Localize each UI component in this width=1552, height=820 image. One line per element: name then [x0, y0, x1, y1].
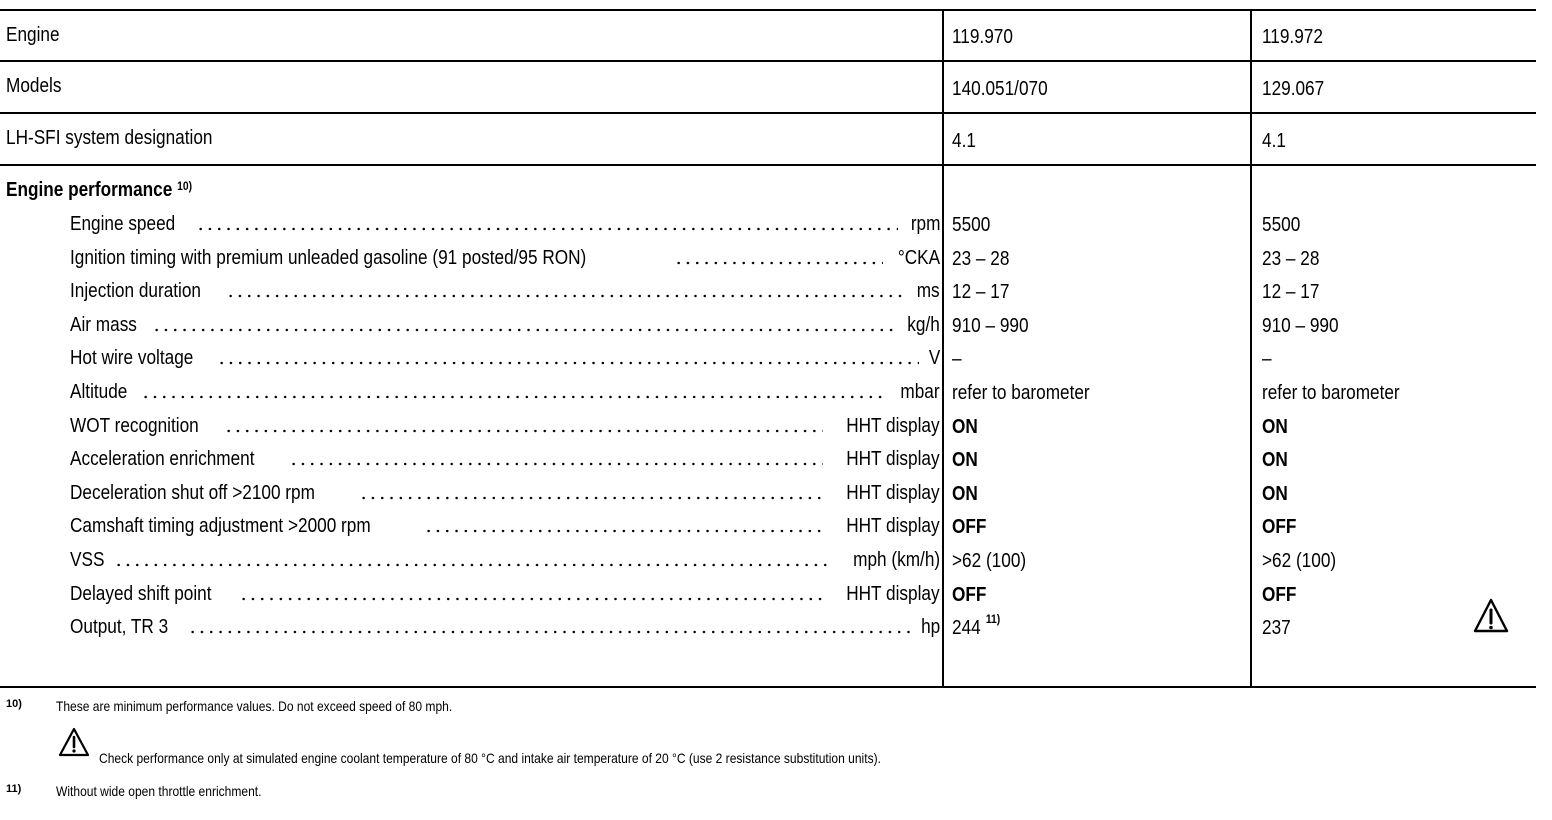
dot-leader [224, 429, 824, 433]
spec-value-1 [952, 242, 1009, 274]
spec-name: Acceleration enrichment [70, 448, 255, 471]
spec-name: Air mass [70, 313, 137, 336]
dot-leader [674, 261, 883, 265]
spec-value-1-text: 23 – 28 [952, 247, 1010, 270]
spec-value-2: 910 – 990 [1262, 314, 1339, 337]
table-bottom-rule [0, 686, 1536, 688]
spec-unit: kg/h [907, 313, 940, 336]
spec-row [0, 275, 1552, 307]
spec-name: WOT recognition [70, 414, 199, 437]
spec-row [0, 578, 1552, 610]
spec-value-2: OFF [1262, 516, 1297, 539]
spec-value-1 [952, 208, 990, 240]
spec-row [0, 376, 1552, 408]
spec-label [70, 275, 940, 307]
spec-value-1-text: – [952, 348, 962, 371]
spec-row [0, 309, 1552, 341]
spec-value-2: OFF [1262, 583, 1297, 606]
spec-value-2: – [1262, 348, 1272, 371]
spec-label [70, 578, 940, 610]
spec-value-2: ON [1262, 449, 1288, 472]
system-value-2: 4.1 [1262, 130, 1286, 152]
dot-leader [424, 529, 824, 533]
spec-value-1-text: 12 – 17 [952, 281, 1010, 304]
spec-name: Deceleration shut off >2100 rpm [70, 481, 315, 504]
spec-unit: V [928, 347, 940, 370]
spec-value-1 [952, 544, 1026, 576]
spec-value-1-text: ON [952, 449, 978, 472]
dot-leader [217, 361, 918, 365]
section-title [6, 178, 192, 202]
spec-value-1-text: OFF [952, 516, 987, 539]
spec-value-1 [952, 510, 986, 542]
table-top-rule [0, 9, 1536, 11]
spec-name: Engine speed [70, 213, 176, 235]
spec-unit: HHT display [846, 481, 940, 504]
spec-label [70, 443, 940, 475]
spec-value-1 [952, 376, 1090, 408]
spec-value-1 [952, 443, 978, 475]
spec-name: Hot wire voltage [70, 347, 194, 370]
spec-value-1-text: OFF [952, 583, 987, 606]
spec-row [0, 410, 1552, 442]
dot-leader [114, 563, 831, 567]
spec-value-1 [952, 611, 1000, 643]
spec-value-1-text: 244 [952, 617, 981, 640]
spec-unit: HHT display [846, 515, 940, 538]
warning-triangle-icon [58, 727, 90, 757]
row-divider [0, 60, 1536, 62]
engine-value-2: 119.972 [1262, 26, 1323, 48]
spec-unit: °CKA [897, 246, 940, 269]
models-value-1: 140.051/070 [952, 78, 1048, 100]
dot-leader [359, 496, 824, 500]
spec-value-1 [952, 275, 1009, 307]
spec-unit: HHT display [846, 414, 940, 437]
spec-row [0, 443, 1552, 475]
spec-value-2: 237 [1262, 617, 1291, 640]
engine-value-1: 119.970 [952, 26, 1013, 48]
dot-leader [196, 227, 897, 231]
spec-unit: HHT display [846, 448, 940, 471]
spec-label [70, 410, 940, 442]
spec-label [70, 309, 940, 341]
engine-label: Engine [6, 24, 60, 46]
spec-value-2: 12 – 17 [1262, 281, 1320, 304]
spec-name: VSS [70, 549, 105, 571]
spec-value-1-text: 910 – 990 [952, 314, 1029, 337]
spec-label [70, 342, 940, 374]
row-divider [0, 112, 1536, 114]
models-value-2: 129.067 [1262, 78, 1325, 100]
system-label: LH-SFI system designation [6, 127, 213, 149]
spec-label [70, 376, 940, 408]
spec-row [0, 342, 1552, 374]
spec-value-1 [952, 342, 962, 374]
spec-label [70, 208, 940, 240]
spec-name: Output, TR 3 [70, 616, 169, 639]
warning-note-text: Check performance only at simulated engine coolant temperature of 80 °C and intake air temperature of 20 °C (use 2 resistance substitution units). [99, 750, 881, 766]
spec-value-2: ON [1262, 482, 1288, 505]
spec-label [70, 242, 940, 274]
footnote-marker-10: 10) [6, 698, 22, 710]
spec-value-1 [952, 410, 978, 442]
spec-value-1-text: ON [952, 415, 978, 438]
dot-leader [289, 462, 824, 466]
footnote-marker-11: 11) [6, 783, 22, 795]
section-title-text: Engine performance [6, 179, 173, 201]
spec-row [0, 611, 1552, 643]
spec-value-1-text: refer to barometer [952, 382, 1090, 404]
spec-name: Injection duration [70, 280, 202, 303]
spec-row [0, 208, 1552, 240]
spec-name: Delayed shift point [70, 582, 212, 605]
dot-leader [188, 630, 910, 634]
spec-unit: rpm [910, 213, 940, 235]
footnote-10-text: These are minimum performance values. Do not exceed speed of 80 mph. [56, 698, 453, 714]
spec-unit: hp [920, 616, 940, 639]
spec-value-2: ON [1262, 415, 1288, 438]
spec-row [0, 477, 1552, 509]
spec-row [0, 242, 1552, 274]
spec-label [70, 510, 940, 542]
footnote-ref: 10) [177, 179, 193, 193]
row-divider [0, 164, 1536, 166]
footnote-11-text: Without wide open throttle enrichment. [56, 783, 262, 799]
spec-value-1 [952, 477, 978, 509]
system-value-1: 4.1 [952, 130, 976, 152]
dot-leader [152, 328, 894, 332]
spec-value-1-text: ON [952, 482, 978, 505]
spec-value-1-text: 5500 [952, 214, 991, 236]
spec-unit: HHT display [846, 582, 940, 605]
models-label: Models [6, 75, 62, 97]
spec-label [70, 477, 940, 509]
spec-value-1-text: >62 (100) [952, 550, 1027, 572]
spec-label [70, 611, 940, 643]
spec-value-2: refer to barometer [1262, 382, 1400, 404]
spec-label [70, 544, 940, 576]
spec-unit: ms [917, 280, 940, 303]
dot-leader [141, 395, 887, 399]
spec-name: Camshaft timing adjustment >2000 rpm [70, 515, 371, 538]
spec-name: Altitude [70, 381, 128, 403]
spec-unit: mph (km/h) [853, 549, 940, 571]
spec-row [0, 510, 1552, 542]
spec-value-1 [952, 309, 1029, 341]
dot-leader [239, 597, 824, 601]
spec-unit: mbar [900, 381, 940, 403]
spec-value-2: >62 (100) [1262, 550, 1337, 572]
footnote-ref: 11) [985, 612, 1001, 627]
spec-value-1 [952, 578, 986, 610]
spec-value-2: 5500 [1262, 214, 1301, 236]
warning-triangle-icon [1472, 597, 1510, 635]
dot-leader [226, 294, 905, 298]
spec-row [0, 544, 1552, 576]
spec-name: Ignition timing with premium unleaded gasoline (91 posted/95 RON) [70, 246, 587, 269]
spec-value-2: 23 – 28 [1262, 247, 1320, 270]
